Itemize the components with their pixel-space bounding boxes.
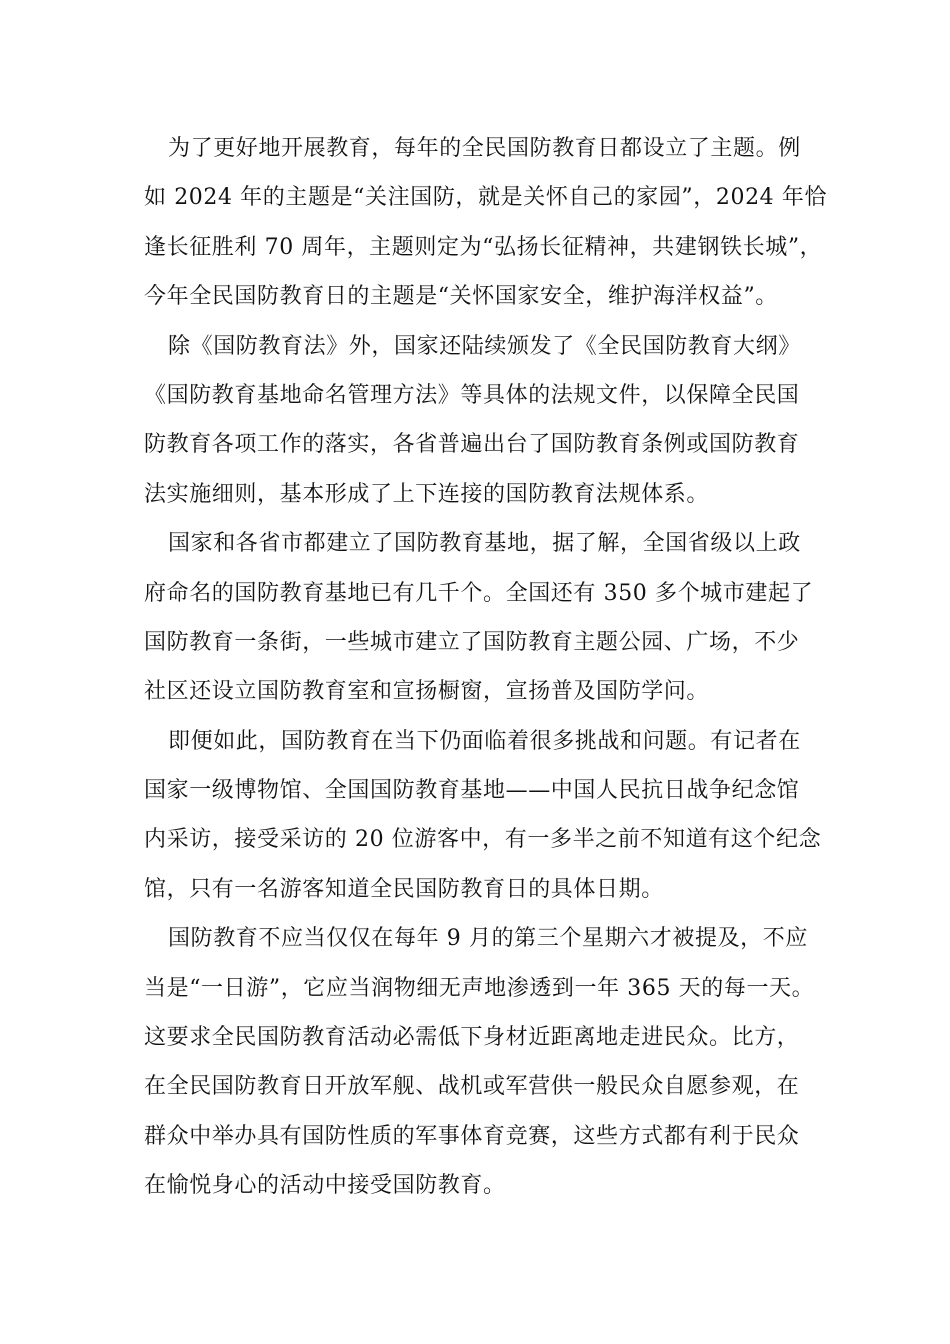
text-line: 国防教育一条街，一些城市建立了国防教育主题公园、广场，不少 [144, 629, 800, 655]
text-line: 为了更好地开展教育，每年的全民国防教育日都设立了主题。例 [168, 136, 801, 161]
paragraph-challenges [144, 717, 824, 915]
text-line: 在愉悦身心的活动中接受国防教育。 [144, 1173, 506, 1199]
text-line: 除《国防教育法》外，国家还陆续颁发了《全民国防教育大纲》 [168, 333, 801, 359]
paragraph-daily-education [144, 914, 824, 1210]
text-line: 社区还设立国防教育室和宣扬橱窗，宣扬普及国防学问。 [144, 679, 710, 705]
text-line: 国防教育不应当仅仅在每年 9 月的第三个星期六才被提及，不应 [168, 926, 808, 952]
text-line: 在全民国防教育日开放军舰、战机或军营供一般民众自愿参观，在 [144, 1074, 800, 1100]
text-line: 国家和各省市都建立了国防教育基地，据了解，全国省级以上政 [168, 531, 801, 557]
paragraph-regulations [144, 322, 824, 520]
text-line: 即便如此，国防教育在当下仍面临着很多挑战和问题。有记者在 [168, 728, 801, 754]
text-line: 内采访，接受采访的 20 位游客中，有一多半之前不知道有这个纪念 [144, 827, 822, 853]
text-line: 今年全民国防教育日的主题是“关怀国家安全，维护海洋权益”。 [144, 284, 778, 310]
text-line: 《国防教育基地命名管理方法》等具体的法规文件，以保障全民国 [144, 382, 800, 408]
text-line: 府命名的国防教育基地已有几千个。全国还有 350 多个城市建起了 [144, 580, 814, 606]
text-line: 这要求全民国防教育活动必需低下身材近距离地走进民众。比方， [144, 1025, 800, 1051]
text-line: 如 2024 年的主题是“关注国防，就是关怀自己的家园”，2024 年恰 [144, 185, 828, 211]
text-line: 群众中举办具有国防性质的军事体育竞赛，这些方式都有利于民众 [144, 1123, 800, 1149]
text-line: 逢长征胜利 70 周年，主题则定为“弘扬长征精神，共建钢铁长城”， [144, 234, 823, 260]
text-line: 法实施细则，基本形成了上下连接的国防教育法规体系。 [144, 481, 710, 507]
text-line: 馆，只有一名游客知道全民国防教育日的具体日期。 [144, 876, 664, 902]
text-line: 当是“一日游”，它应当润物细无声地渗透到一年 365 天的每一天。 [144, 975, 815, 1001]
document-body [144, 124, 828, 1211]
text-line: 防教育各项工作的落实，各省普遍出台了国防教育条例或国防教育 [144, 432, 800, 458]
text-line: 国家一级博物馆、全国国防教育基地——中国人民抗日战争纪念馆 [144, 778, 800, 804]
paragraph-education-themes [144, 124, 828, 322]
paragraph-education-bases [144, 519, 824, 717]
